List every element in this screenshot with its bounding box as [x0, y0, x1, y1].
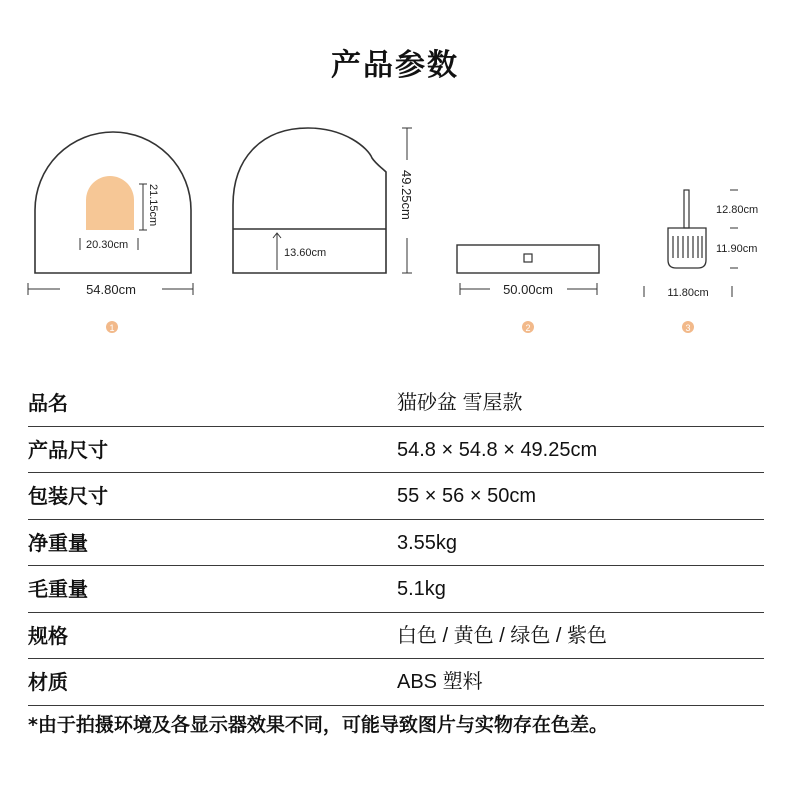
- page-title: 产品参数: [331, 48, 459, 83]
- total-height-label: 49.25cm: [399, 170, 414, 220]
- marker-1-label: 1: [109, 323, 115, 333]
- tray-handle: [524, 254, 532, 262]
- spec-table: [28, 380, 764, 706]
- spec-value: 55 × 56 × 50cm: [397, 485, 536, 507]
- side-view-diagram: [233, 128, 414, 273]
- tray-outline: [457, 245, 599, 273]
- tray-width-label: 50.00cm: [503, 282, 553, 297]
- spec-row: [28, 659, 764, 706]
- scoop-head: [668, 228, 706, 268]
- spec-value: 猫砂盆 雪屋款: [397, 392, 523, 414]
- spec-row: [28, 566, 764, 613]
- inner-width-label: 20.30cm: [86, 239, 129, 251]
- spec-row: [28, 427, 764, 474]
- spec-row: [28, 473, 764, 520]
- spec-row: [28, 520, 764, 567]
- tray-diagram: [457, 245, 599, 333]
- spec-value: 5.1kg: [397, 578, 446, 600]
- scoop-width-label: 11.80cm: [667, 287, 709, 299]
- spec-label: 品名: [28, 391, 68, 415]
- spec-value: ABS 塑料: [397, 671, 483, 693]
- scoop-handle: [684, 190, 689, 228]
- handle-length-label: 12.80cm: [716, 204, 759, 216]
- front-view-diagram: [28, 132, 193, 333]
- outer-width-label: 54.80cm: [86, 282, 136, 297]
- product-diagrams: [0, 0, 790, 360]
- inner-height-label: 21.15cm: [147, 184, 159, 227]
- spec-row: [28, 380, 764, 427]
- spec-label: 包装尺寸: [28, 484, 108, 508]
- spec-value: 3.55kg: [397, 531, 458, 554]
- spec-label: 产品尺寸: [28, 437, 108, 462]
- spec-value: 白色 / 黄色 / 绿色 / 紫色: [397, 624, 608, 647]
- head-length-label: 11.90cm: [716, 243, 758, 255]
- spec-label: 规格: [28, 623, 68, 648]
- scoop-diagram: [644, 190, 758, 333]
- spec-label: 净重量: [28, 530, 88, 555]
- spec-value: 54.8 × 54.8 × 49.25cm: [397, 438, 598, 461]
- spec-row: [28, 613, 764, 660]
- spec-label: 毛重量: [28, 577, 88, 601]
- marker-2-label: 2: [525, 323, 531, 333]
- marker-3-label: 3: [685, 323, 691, 333]
- color-disclaimer-note: *由于拍摄环境及各显示器效果不同，可能导致图片与实物存在色差。: [28, 714, 608, 736]
- front-door-opening: [86, 176, 134, 230]
- spec-label: 材质: [28, 670, 68, 694]
- base-height-label: 13.60cm: [284, 247, 327, 259]
